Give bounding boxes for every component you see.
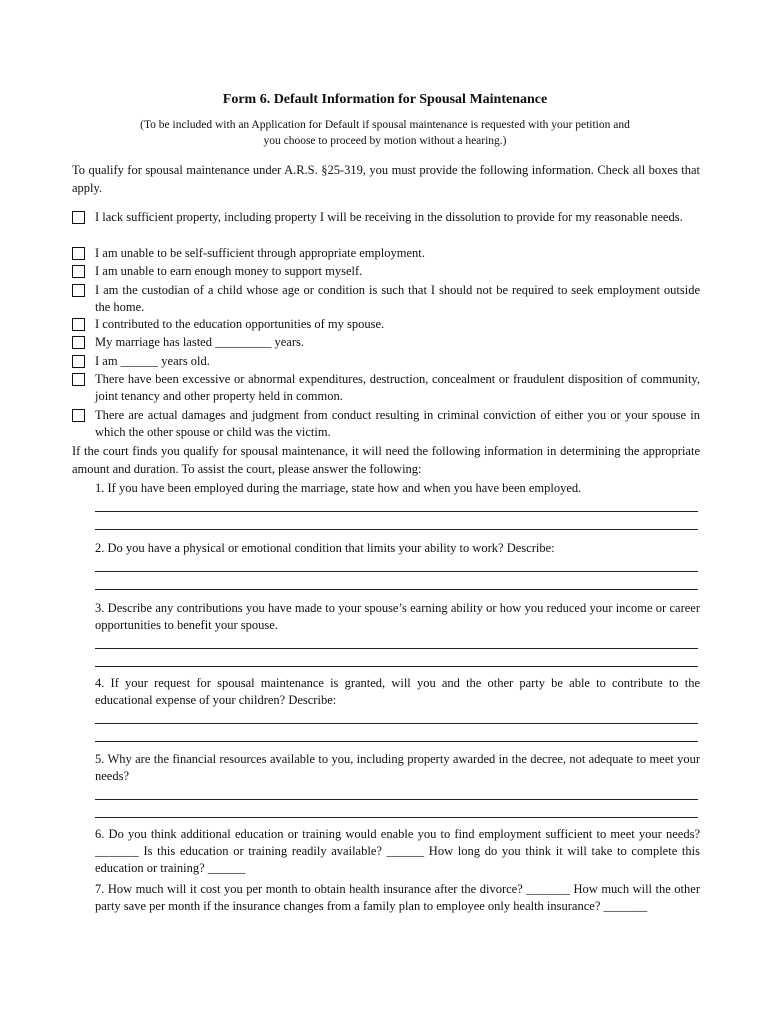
checkbox-item[interactable] — [72, 316, 700, 333]
answer-line[interactable] — [95, 571, 698, 572]
form-subtitle: (To be included with an Application for Default if spousal maintenance is requested with your petition and you choose to proceed by motion without a hearing.) — [140, 119, 630, 147]
checkbox-item[interactable] — [72, 407, 700, 441]
question-1: 1. If you have been employed during the marriage, state how and when you have been employed. — [95, 481, 582, 495]
checkbox-label: I contributed to the education opportunities of my spouse. — [95, 317, 385, 331]
checkbox-item[interactable] — [72, 371, 700, 405]
checkbox-item[interactable] — [72, 245, 700, 262]
checkbox-label: I am unable to earn enough money to support myself. — [95, 264, 363, 278]
checkbox-label: My marriage has lasted _________ years. — [95, 335, 304, 349]
form-title: Form 6. Default Information for Spousal Maintenance — [222, 92, 548, 107]
intro-text: To qualify for spousal maintenance under A.R.S. §25-319, you must provide the following information. Check all boxes that apply. — [72, 163, 700, 195]
checkbox-item[interactable] — [72, 334, 700, 351]
question-7: 7. How much will it cost you per month to obtain health insurance after the divorce? _______ How much will the other party save per month if the insurance changes from a family plan to employee only health insurance? _______ — [95, 882, 700, 913]
checkbox-item[interactable] — [72, 209, 700, 226]
question-4: 4. If your request for spousal maintenance is granted, will you and the other party be able to contribute to the educational expense of your children? Describe: — [95, 676, 700, 707]
checkbox[interactable] — [72, 336, 85, 349]
answer-line[interactable] — [95, 723, 698, 724]
checkbox-label: I am ______ years old. — [95, 354, 210, 368]
answer-line[interactable] — [95, 741, 698, 742]
answer-line[interactable] — [95, 589, 698, 590]
checkbox-item[interactable] — [72, 282, 700, 316]
question-2: 2. Do you have a physical or emotional condition that limits your ability to work? Describe: — [95, 541, 555, 555]
checkbox[interactable] — [72, 409, 85, 422]
question-5: 5. Why are the financial resources available to you, including property awarded in the decree, not adequate to meet your needs? — [95, 752, 700, 783]
question-3: 3. Describe any contributions you have made to your spouse’s earning ability or how you reduced your income or career opportunities to benefit your spouse. — [95, 601, 700, 632]
checkbox-item[interactable] — [72, 353, 700, 370]
answer-line[interactable] — [95, 529, 698, 530]
answer-line[interactable] — [95, 511, 698, 512]
checkbox[interactable] — [72, 284, 85, 297]
answer-line[interactable] — [95, 648, 698, 649]
court-info-text: If the court finds you qualify for spousal maintenance, it will need the following information in determining the appropriate amount and duration. To assist the court, please answer the following: — [72, 444, 700, 476]
answer-line[interactable] — [95, 817, 698, 818]
answer-line[interactable] — [95, 799, 698, 800]
checkbox[interactable] — [72, 211, 85, 224]
checkbox[interactable] — [72, 247, 85, 260]
answer-line[interactable] — [95, 666, 698, 667]
checkbox-label: I lack sufficient property, including property I will be receiving in the dissolution to provide for my reasonable needs. — [95, 210, 683, 224]
checkbox-label: There have been excessive or abnormal expenditures, destruction, concealment or fraudulent disposition of community, joint tenancy and other property held in common. — [95, 372, 700, 403]
checkbox[interactable] — [72, 318, 85, 331]
checkbox[interactable] — [72, 355, 85, 368]
checkbox-label: I am the custodian of a child whose age or condition is such that I should not be required to seek employment outside the home. — [95, 283, 700, 314]
checkbox-label: I am unable to be self-sufficient through appropriate employment. — [95, 246, 425, 260]
checkbox[interactable] — [72, 373, 85, 386]
checkbox[interactable] — [72, 265, 85, 278]
checkbox-item[interactable] — [72, 263, 700, 280]
checkbox-label: There are actual damages and judgment from conduct resulting in criminal conviction of either you or your spouse in which the other spouse or child was the victim. — [95, 408, 700, 439]
question-6: 6. Do you think additional education or training would enable you to find employment sufficient to meet your needs? _______ Is this education or training readily available? ______ How long do you think it will take to complete this education or training? ______ — [95, 827, 700, 875]
